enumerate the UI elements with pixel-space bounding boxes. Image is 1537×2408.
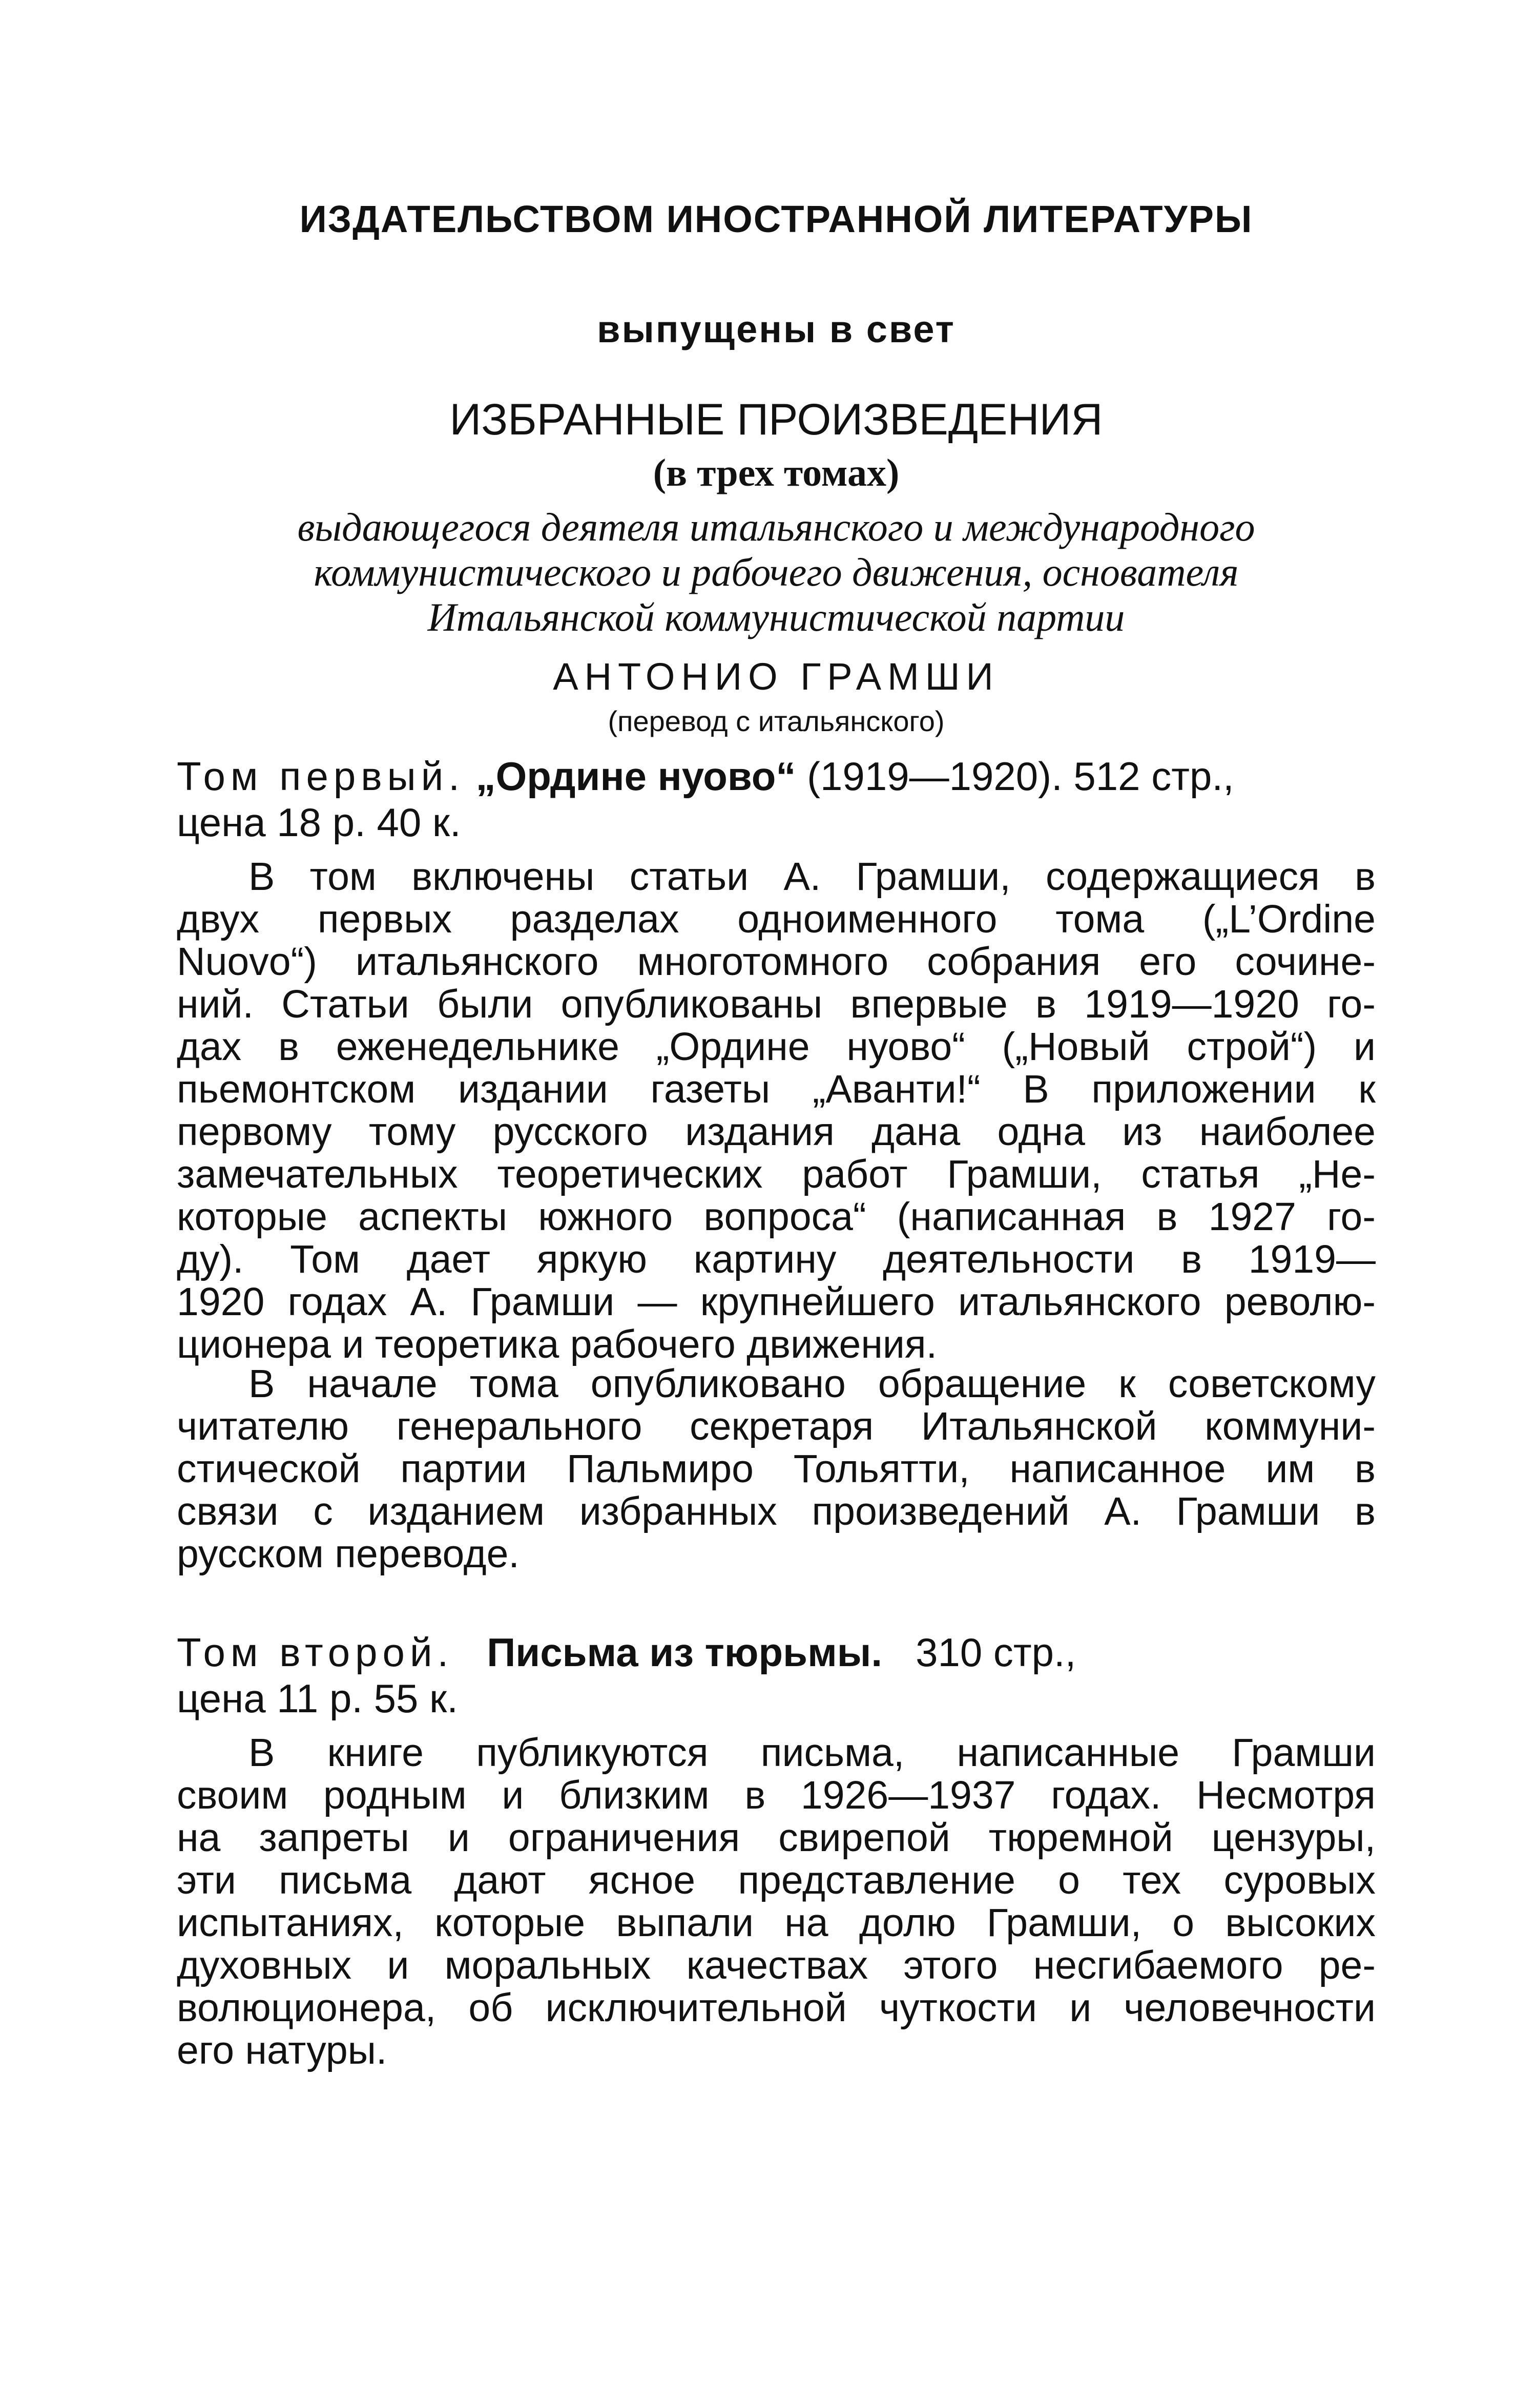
description-line: коммунистического и рабочего движения, основателя xyxy=(314,550,1239,594)
paragraph-line: В том включены статьи А. Грамши, содержащиеся в xyxy=(248,855,1376,899)
volumes-note: (в трех томах) xyxy=(653,451,900,494)
paragraph-line: русском переводе. xyxy=(177,1532,520,1576)
paragraph-line: испытаниях, которые выпали на долю Грамши, о высоких xyxy=(177,1901,1376,1945)
description-line: Итальянской коммунистической партии xyxy=(427,595,1125,639)
paragraph-line: связи с изданием избранных произведений А. Грамши в xyxy=(177,1489,1376,1533)
paragraph-line: ний. Статьи были опубликованы впервые в 1919—1920 го- xyxy=(177,982,1376,1026)
paragraph-line: волюционера, об исключительной чуткости и человечности xyxy=(177,1986,1376,2030)
paragraph-line: на запреты и ограничения свирепой тюремной цензуры, xyxy=(177,1816,1376,1860)
paragraph-line: первому тому русского издания дана одна из наиболее xyxy=(177,1110,1376,1154)
volume2-heading-line xyxy=(177,1629,1376,1675)
paragraph-line: ду). Том дает яркую картину деятельности в 1919— xyxy=(177,1237,1376,1281)
paragraph-line: замечательных теоретических работ Грамши, статья „Не- xyxy=(177,1152,1376,1196)
paragraph-line: эти письма дают ясное представление о тех суровых xyxy=(177,1858,1376,1902)
volume1-paragraph-1 xyxy=(177,856,1376,1366)
book-title: ИЗБРАННЫЕ ПРОИЗВЕДЕНИЯ xyxy=(449,395,1103,444)
volume2-paragraph-1 xyxy=(177,1732,1376,2072)
volume1-heading xyxy=(177,753,1376,845)
volume1-details: (1919—1920). 512 стр., xyxy=(807,754,1234,799)
author-description xyxy=(177,505,1376,640)
volume1-paragraph-2 xyxy=(177,1363,1376,1575)
translation-note: (перевод с итальянского) xyxy=(608,705,945,737)
volume2-label: Том второй. xyxy=(177,1630,454,1675)
released-subheading: выпущены в свет xyxy=(597,308,956,350)
paragraph-line: его натуры. xyxy=(177,2028,387,2072)
volume1-label: Том первый. xyxy=(177,754,465,799)
paragraph-line: двух первых разделах одноименного тома („L’Ordine xyxy=(177,897,1376,941)
volume2-details: 310 стр., xyxy=(916,1630,1076,1675)
paragraph-line: дах в еженедельнике „Ордине нуово“ („Новый строй“) и xyxy=(177,1025,1376,1069)
volume1-price: цена 18 р. 40 к. xyxy=(177,800,461,845)
paragraph-line: своим родным и близким в 1926—1937 годах. Несмотря xyxy=(177,1773,1376,1817)
volume1-title: „Ордине нуово“ xyxy=(475,754,796,799)
volume2-heading xyxy=(177,1629,1376,1721)
paragraph-line: которые аспекты южного вопроса“ (написанная в 1927 го- xyxy=(177,1195,1376,1239)
paragraph-line: стической партии Пальмиро Тольятти, написанное им в xyxy=(177,1447,1376,1491)
paragraph-line: духовных и моральных качествах этого несгибаемого ре- xyxy=(177,1943,1376,1987)
volume2-title: Письма из тюрьмы. xyxy=(487,1630,883,1675)
paragraph-line: пьемонтском издании газеты „Аванти!“ В приложении к xyxy=(177,1067,1376,1111)
description-line: выдающегося деятеля итальянского и международного xyxy=(297,505,1255,549)
paragraph-line: Nuovo“) итальянского многотомного собрания его сочине- xyxy=(177,940,1376,984)
publisher-heading: ИЗДАТЕЛЬСТВОМ ИНОСТРАННОЙ ЛИТЕРАТУРЫ xyxy=(299,198,1253,240)
volume1-heading-line xyxy=(177,753,1376,799)
paragraph-line: читателю генерального секретаря Итальянской коммуни- xyxy=(177,1404,1376,1448)
paragraph-line: В начале тома опубликовано обращение к советскому xyxy=(248,1362,1376,1406)
paragraph-line: В книге публикуются письма, написанные Грамши xyxy=(248,1731,1376,1775)
paragraph-line: 1920 годах А. Грамши — крупнейшего итальянского револю- xyxy=(177,1280,1376,1324)
paragraph-line: ционера и теоретика рабочего движения. xyxy=(177,1322,937,1366)
volume2-price: цена 11 р. 55 к. xyxy=(177,1676,458,1721)
author-name: АНТОНИО ГРАМШИ xyxy=(553,655,1000,698)
